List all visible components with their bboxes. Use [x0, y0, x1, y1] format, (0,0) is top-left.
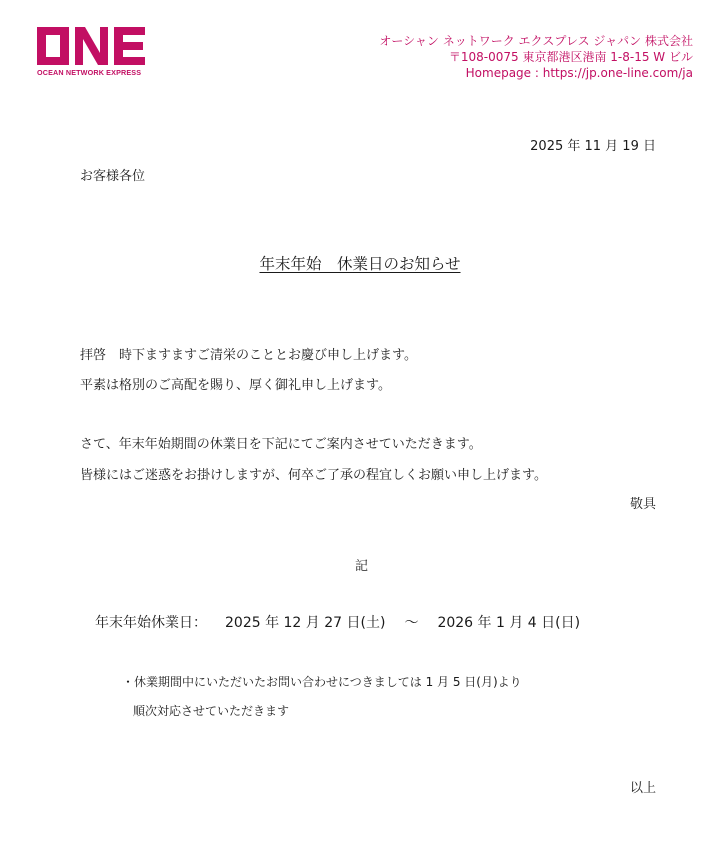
paragraph-apology: 皆様にはご迷惑をお掛けしますが、何卒ご了承の程宜しくお願い申し上げます。: [80, 468, 547, 483]
letter-date: 2025 年 11 月 19 日: [530, 139, 656, 154]
page-title: 年末年始 休業日のお知らせ: [259, 255, 461, 273]
company-homepage[interactable]: Homepage : https://jp.one-line.com/ja: [465, 66, 693, 80]
closing-keigu: 敬具: [629, 497, 656, 512]
holiday-period: [95, 612, 580, 632]
company-name: オーシャン ネットワーク エクスプレス ジャパン 株式会社: [379, 34, 693, 48]
closing-ijo: 以上: [629, 781, 656, 796]
holiday-separator: ～: [404, 615, 419, 631]
company-address: 〒108-0075 東京都港区港南 1-8-15 W ビル: [448, 50, 693, 64]
paragraph-notice: さて、年末年始期間の休業日を下記にてご案内させていただきます。: [80, 437, 482, 452]
paragraph-thanks: 平素は格別のご高配を賜り、厚く御礼申し上げます。: [80, 378, 391, 393]
logo-letter-n: [75, 27, 108, 65]
logo-letter-e: [114, 27, 145, 65]
ki-heading: 記: [354, 559, 368, 574]
note-line-1: ・休業期間中にいただいたお問い合わせにつきましては 1 月 5 日(月)より: [122, 675, 522, 689]
holiday-start: 2025 年 12 月 27 日(土): [225, 615, 386, 631]
logo-subtitle: OCEAN NETWORK EXPRESS: [37, 68, 142, 77]
title-row: [0, 252, 720, 274]
holiday-label: 年末年始休業日：: [95, 615, 207, 631]
holiday-end: 2026 年 1 月 4 日(日): [437, 615, 581, 631]
addressee: お客様各位: [80, 169, 146, 184]
logo-letter-o: [37, 27, 69, 65]
note-line-2: 順次対応させていただきます: [133, 704, 290, 718]
one-logo-mark: [37, 27, 147, 65]
company-logo: [37, 27, 147, 79]
paragraph-greeting: 拝啓 時下ますますご清栄のこととお慶び申し上げます。: [80, 348, 417, 363]
company-info: [379, 33, 693, 81]
